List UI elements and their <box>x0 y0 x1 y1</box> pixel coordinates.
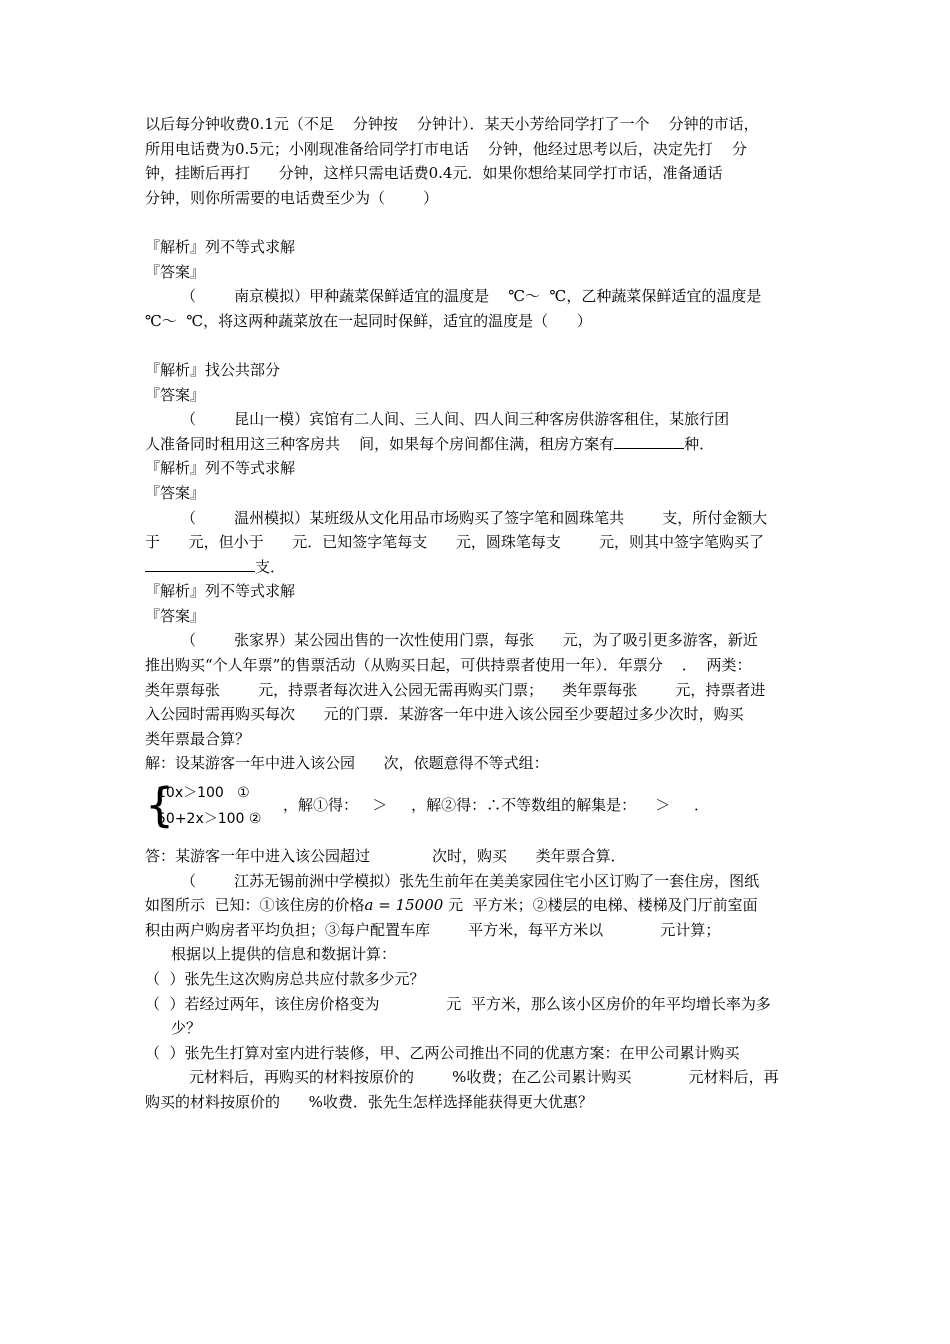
inequality-1: 10x＞100 ① <box>157 785 250 802</box>
p2-options <box>145 333 810 358</box>
p2-analysis: 『解析』找公共部分 <box>145 360 281 379</box>
p4-line-3-end: 支． <box>255 557 286 576</box>
p3-line-2-end: 种． <box>684 434 715 453</box>
p6-question-2-cont: 少？ <box>171 1019 202 1038</box>
p5-answer-line: 答：某游客一年中进入该公园超过 次时，购买 类年票合算． <box>145 847 626 866</box>
p4-line-2: 于 元，但小于 元．已知签字笔每支 元，圆珠笔每支 元，则其中签字笔购买了 <box>145 533 764 552</box>
p6-question-1: （ ）张先生这次购房总共应付款多少元？ <box>145 970 425 988</box>
p6-line-1: （ 江苏无锡前洲中学模拟）张先生前年在美美家园住宅小区订购了一套住房，图纸 <box>181 871 760 890</box>
p3-analysis: 『解析』列不等式求解 <box>145 459 296 478</box>
p6-line-3: 积由两户购房者平均负担；③每户配置车库 平方米，每平方米以 元计算； <box>145 920 721 939</box>
p6-question-3-end: 购买的材料按原价的 %收费．张先生怎样选择能获得更大优惠？ <box>145 1092 593 1111</box>
p6-question-2: （ ）若经过两年，该住房价格变为 元 平方米，那么该小区房价的年平均增长率为多 <box>145 994 771 1013</box>
p1-line-3: 钟，挂断后再打 分钟，这样只需电话费0.4元．如果你想给某同学打市话，准备通话 <box>145 164 723 183</box>
p1-analysis: 『解析』列不等式求解 <box>145 237 296 256</box>
p3-line-1: （ 昆山一模）宾馆有二人间、三人间、四人间三种客房供游客租住，某旅行团 <box>181 410 730 429</box>
p5-line-6: 解：设某游客一年中进入该公园 次，依题意得不等式组： <box>145 754 549 773</box>
answer-blank <box>614 432 684 449</box>
p6-line-4: 根据以上提供的信息和数据计算： <box>171 945 397 964</box>
price-formula: a = 15000 <box>364 896 444 915</box>
p1-line-1: 以后每分钟收费0.1元（不足 分钟按 分钟计）．某天小芳给同学打了一个 分钟的市话， <box>145 115 759 133</box>
p5-line-2: 推出购买“个人年票”的售票活动（从购买日起，可供持票者使用一年）．年票分 ． 两类： <box>145 656 752 675</box>
p6-line-2 <box>145 893 810 918</box>
p3-answer: 『答案』 <box>145 483 206 502</box>
spacer <box>145 834 810 844</box>
p1-options <box>145 210 810 235</box>
p3-line-2-text: 人准备同时租用这三种客房共 间，如果每个房间都住满，租房方案有 <box>145 434 615 453</box>
p1-answer: 『答案』 <box>145 262 206 281</box>
p2-line-2: ℃～ ℃，将这两种蔬菜放在一起同时保鲜，适宜的温度是（ ） <box>145 311 592 330</box>
solution-text: ，解①得： ＞ ，解②得：∴不等数组的解集是： ＞ ． <box>283 796 710 815</box>
p2-answer: 『答案』 <box>145 385 206 404</box>
answer-blank <box>145 555 255 572</box>
p4-line-1: （ 温州模拟）某班级从文化用品市场购买了签字笔和圆珠笔共 支，所付金额大 <box>181 508 768 527</box>
p5-line-1: （ 张家界）某公园出售的一次性使用门票，每张 元，为了吸引更多游客，新近 <box>181 631 758 650</box>
p4-analysis: 『解析』列不等式求解 <box>145 582 296 601</box>
p4-line-3 <box>145 555 810 580</box>
p6-question-3-cont: 元材料后，再购买的材料按原价的 %收费；在乙公司累计购买 元材料后，再 <box>189 1068 779 1087</box>
p1-line-4: 分钟，则你所需要的电话费至少为（ ） <box>145 188 439 207</box>
p5-line-4: 入公园时需再购买每次 元的门票．某游客一年中进入该公园至少要超过多少次时，购买 <box>145 705 744 724</box>
p6-line-2-end: 元 平方米；②楼层的电梯、楼梯及门厅前室面 <box>443 896 758 915</box>
p6-line-2-start: 如图所示 已知：①该住房的价格 <box>145 896 365 915</box>
inequality-system <box>145 780 810 834</box>
inequality-2: 50+2x＞100 ② <box>157 811 262 828</box>
left-brace-symbol: { <box>145 778 175 833</box>
document-body <box>145 112 810 1115</box>
p6-question-3: （ ）张先生打算对室内进行装修，甲、乙两公司推出不同的优惠方案：在甲公司累计购买 <box>145 1043 740 1062</box>
p1-line-2: 所用电话费为0.5元；小刚现准备给同学打市电话 分钟，他经过思考以后，决定先打 分 <box>145 139 748 158</box>
p3-line-2 <box>145 432 810 457</box>
p4-answer: 『答案』 <box>145 606 206 625</box>
p5-line-3: 类年票每张 元，持票者每次进入公园无需再购买门票； 类年票每张 元，持票者进 <box>145 680 766 699</box>
p2-line-1: （ 南京模拟）甲种蔬菜保鲜适宜的温度是 ℃～ ℃，乙种蔬菜保鲜适宜的温度是 <box>181 287 762 306</box>
p5-line-5: 类年票最合算？ <box>145 729 251 748</box>
